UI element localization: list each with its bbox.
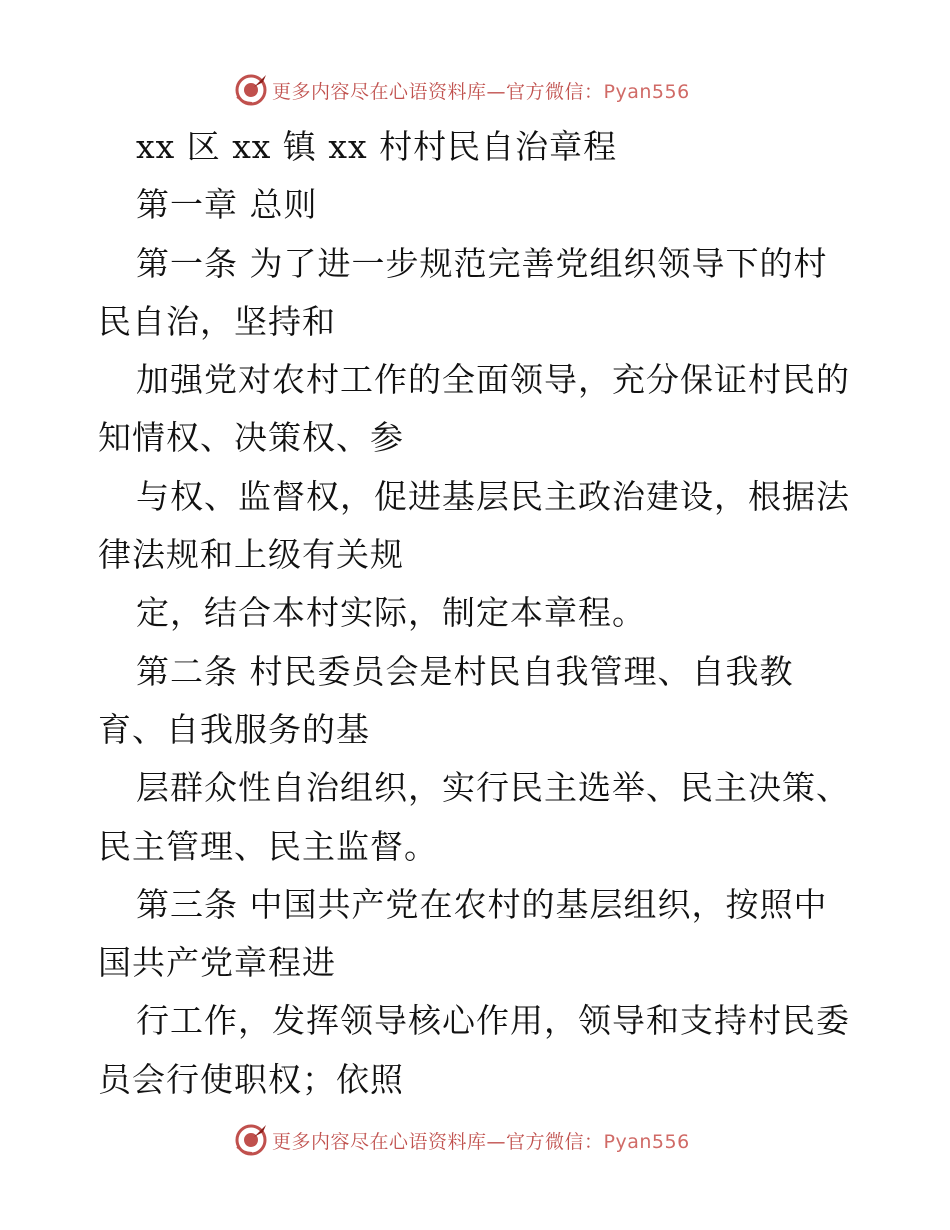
header-banner — [234, 72, 690, 108]
paragraph-line: 知情权、决策权、参 — [98, 418, 404, 458]
paragraph-line: 员会行使职权；依照 — [98, 1059, 404, 1099]
paragraph-line: 加强党对农村工作的全面领导，充分保证村民的 — [136, 360, 850, 400]
ink-pen-logo-icon — [234, 73, 268, 107]
paragraph-line: 层群众性自治组织，实行民主选举、民主决策、 — [136, 768, 850, 808]
document-body — [98, 118, 858, 1109]
paragraph-line: 与权、监督权，促进基层民主政治建设，根据法 — [136, 476, 850, 516]
paragraph-line: 第一条 为了进一步规范完善党组织领导下的村 — [136, 243, 828, 283]
paragraph-line: 国共产党章程进 — [98, 943, 336, 983]
header-banner-text: 更多内容尽在心语资料库—官方微信： — [272, 80, 604, 103]
paragraph-line: 行工作，发挥领导核心作用，领导和支持村民委 — [136, 1001, 850, 1041]
paragraph-line: 第二条 村民委员会是村民自我管理、自我教 — [136, 651, 794, 691]
footer-banner-text: 更多内容尽在心语资料库—官方微信： — [272, 1130, 604, 1153]
paragraph-line: 定，结合本村实际，制定本章程。 — [136, 593, 646, 633]
ink-pen-logo-icon — [234, 1123, 268, 1157]
footer-banner-id: Pyan556 — [603, 1130, 690, 1153]
document-title: xx 区 xx 镇 xx 村村民自治章程 — [136, 127, 618, 166]
header-banner-id: Pyan556 — [603, 80, 690, 103]
paragraph-line: 第三条 中国共产党在农村的基层组织，按照中 — [136, 884, 828, 924]
paragraph-line: 民主管理、民主监督。 — [98, 826, 438, 866]
paragraph-line: 律法规和上级有关规 — [98, 535, 404, 575]
chapter-heading: 第一章 总则 — [136, 185, 318, 225]
footer-banner — [234, 1122, 690, 1158]
paragraph-line: 民自治，坚持和 — [98, 301, 336, 341]
paragraph-line: 育、自我服务的基 — [98, 709, 370, 749]
